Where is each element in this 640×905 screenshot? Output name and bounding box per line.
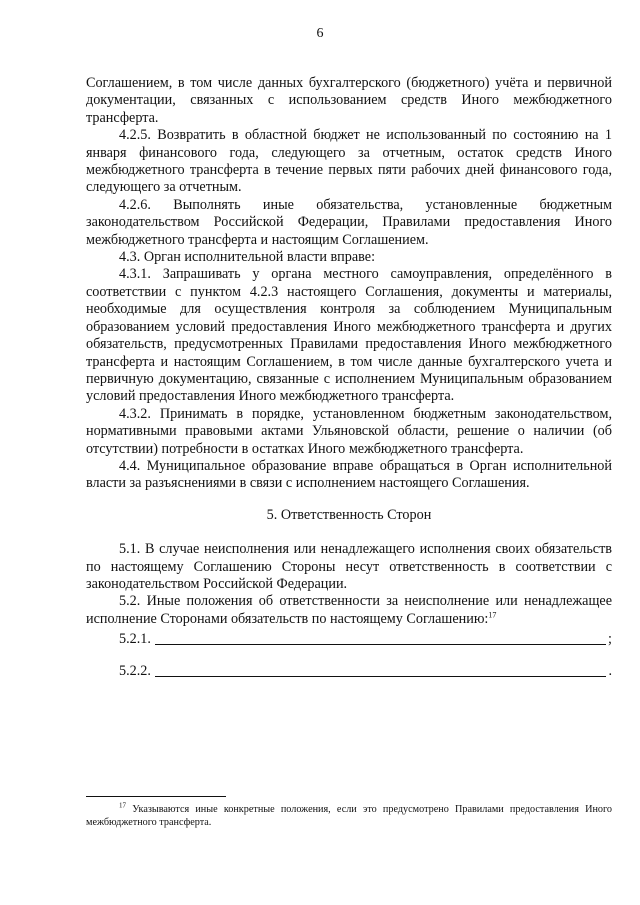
item-5-2-1-end: ; — [608, 630, 612, 647]
paragraph-4-2-6: 4.2.6. Выполнять иные обязательства, установленные бюджетным законодательством Российской Федерации, Правилами предоставления Иного межбюджетного трансферта и настоящим Соглашением. — [86, 196, 612, 248]
paragraph-4-3-1: 4.3.1. Запрашивать у органа местного самоуправления, определённого в соответствии с пунктом 4.2.3 настоящего Соглашения, документы и материалы, необходимые для осуществления контроля за соблюдением Муниципальным образованием условий предоставления Иного межбюджетного трансферта и других обязательств, предусмотренных Правилами предоставления Иного межбюджетного трансферта и настоящим Соглашением, в том числе данные бухгалтерского учета и первичную документацию, связанные с исполнением Муниципальным образованием условий предоставления Иного межбюджетного трансферта. — [86, 266, 612, 405]
section-heading: 5. Ответственность Сторон — [266, 506, 432, 523]
item-5-2-2-number: 5.2.2. — [119, 662, 151, 679]
footnote-reference: 17 — [488, 610, 497, 620]
paragraph-5-2 — [86, 593, 612, 628]
paragraph-continuation: Соглашением, в том числе данных бухгалтерского (бюджетного) учёта и первичной документации, связанных с использованием средств Иного межбюджетного трансферта. — [86, 75, 612, 126]
item-5-2-2-blank — [155, 662, 607, 677]
paragraph-5-2-text: 5.2. Иные положения об ответственности за неисполнение или ненадлежащее исполнение Сторонами обязательств по настоящему Соглашению: — [86, 593, 612, 627]
item-5-2-1-number: 5.2.1. — [119, 630, 151, 647]
paragraph-4-3-2: 4.3.2. Принимать в порядке, установленном бюджетным законодательством, нормативными правовыми актами Ульяновской области, решение о наличии (об отсутствии) потребности в остатках Иного межбюджетного трансферта. — [86, 405, 612, 457]
footnote — [86, 803, 612, 829]
document-body — [86, 75, 612, 680]
paragraph-4-4: 4.4. Муниципальное образование вправе обращаться в Орган исполнительной власти за разъяснениями в связи с исполнением настоящего Соглашения. — [86, 457, 612, 492]
paragraph-5-1: 5.1. В случае неисполнения или ненадлежащего исполнения своих обязательств по настоящему Соглашению Стороны несут ответственность в соответствии с законодательством Российской Федерации. — [86, 541, 612, 592]
item-5-2-2 — [86, 662, 612, 680]
paragraph-4-2-5: 4.2.5. Возвратить в областной бюджет не использованный по состоянию на 1 января финансового года, следующего за отчетным, остаток средств Иного межбюджетного трансферта в течение первых пяти рабочих дней финансового года, следующего за отчетным. — [86, 127, 612, 196]
paragraph-4-3: 4.3. Орган исполнительной власти вправе: — [119, 249, 376, 266]
footnote-divider — [86, 796, 226, 797]
item-5-2-2-end: . — [608, 662, 612, 679]
page-number: 6 — [316, 26, 324, 41]
footnote-marker: 17 — [119, 801, 126, 810]
footnote-indent — [86, 804, 119, 815]
footnote-text: Указываются иные конкретные положения, если это предусмотрено Правилами предоставления Иного межбюджетного трансферта. — [86, 804, 613, 828]
item-5-2-1 — [86, 630, 612, 648]
item-5-2-1-blank — [155, 630, 606, 645]
